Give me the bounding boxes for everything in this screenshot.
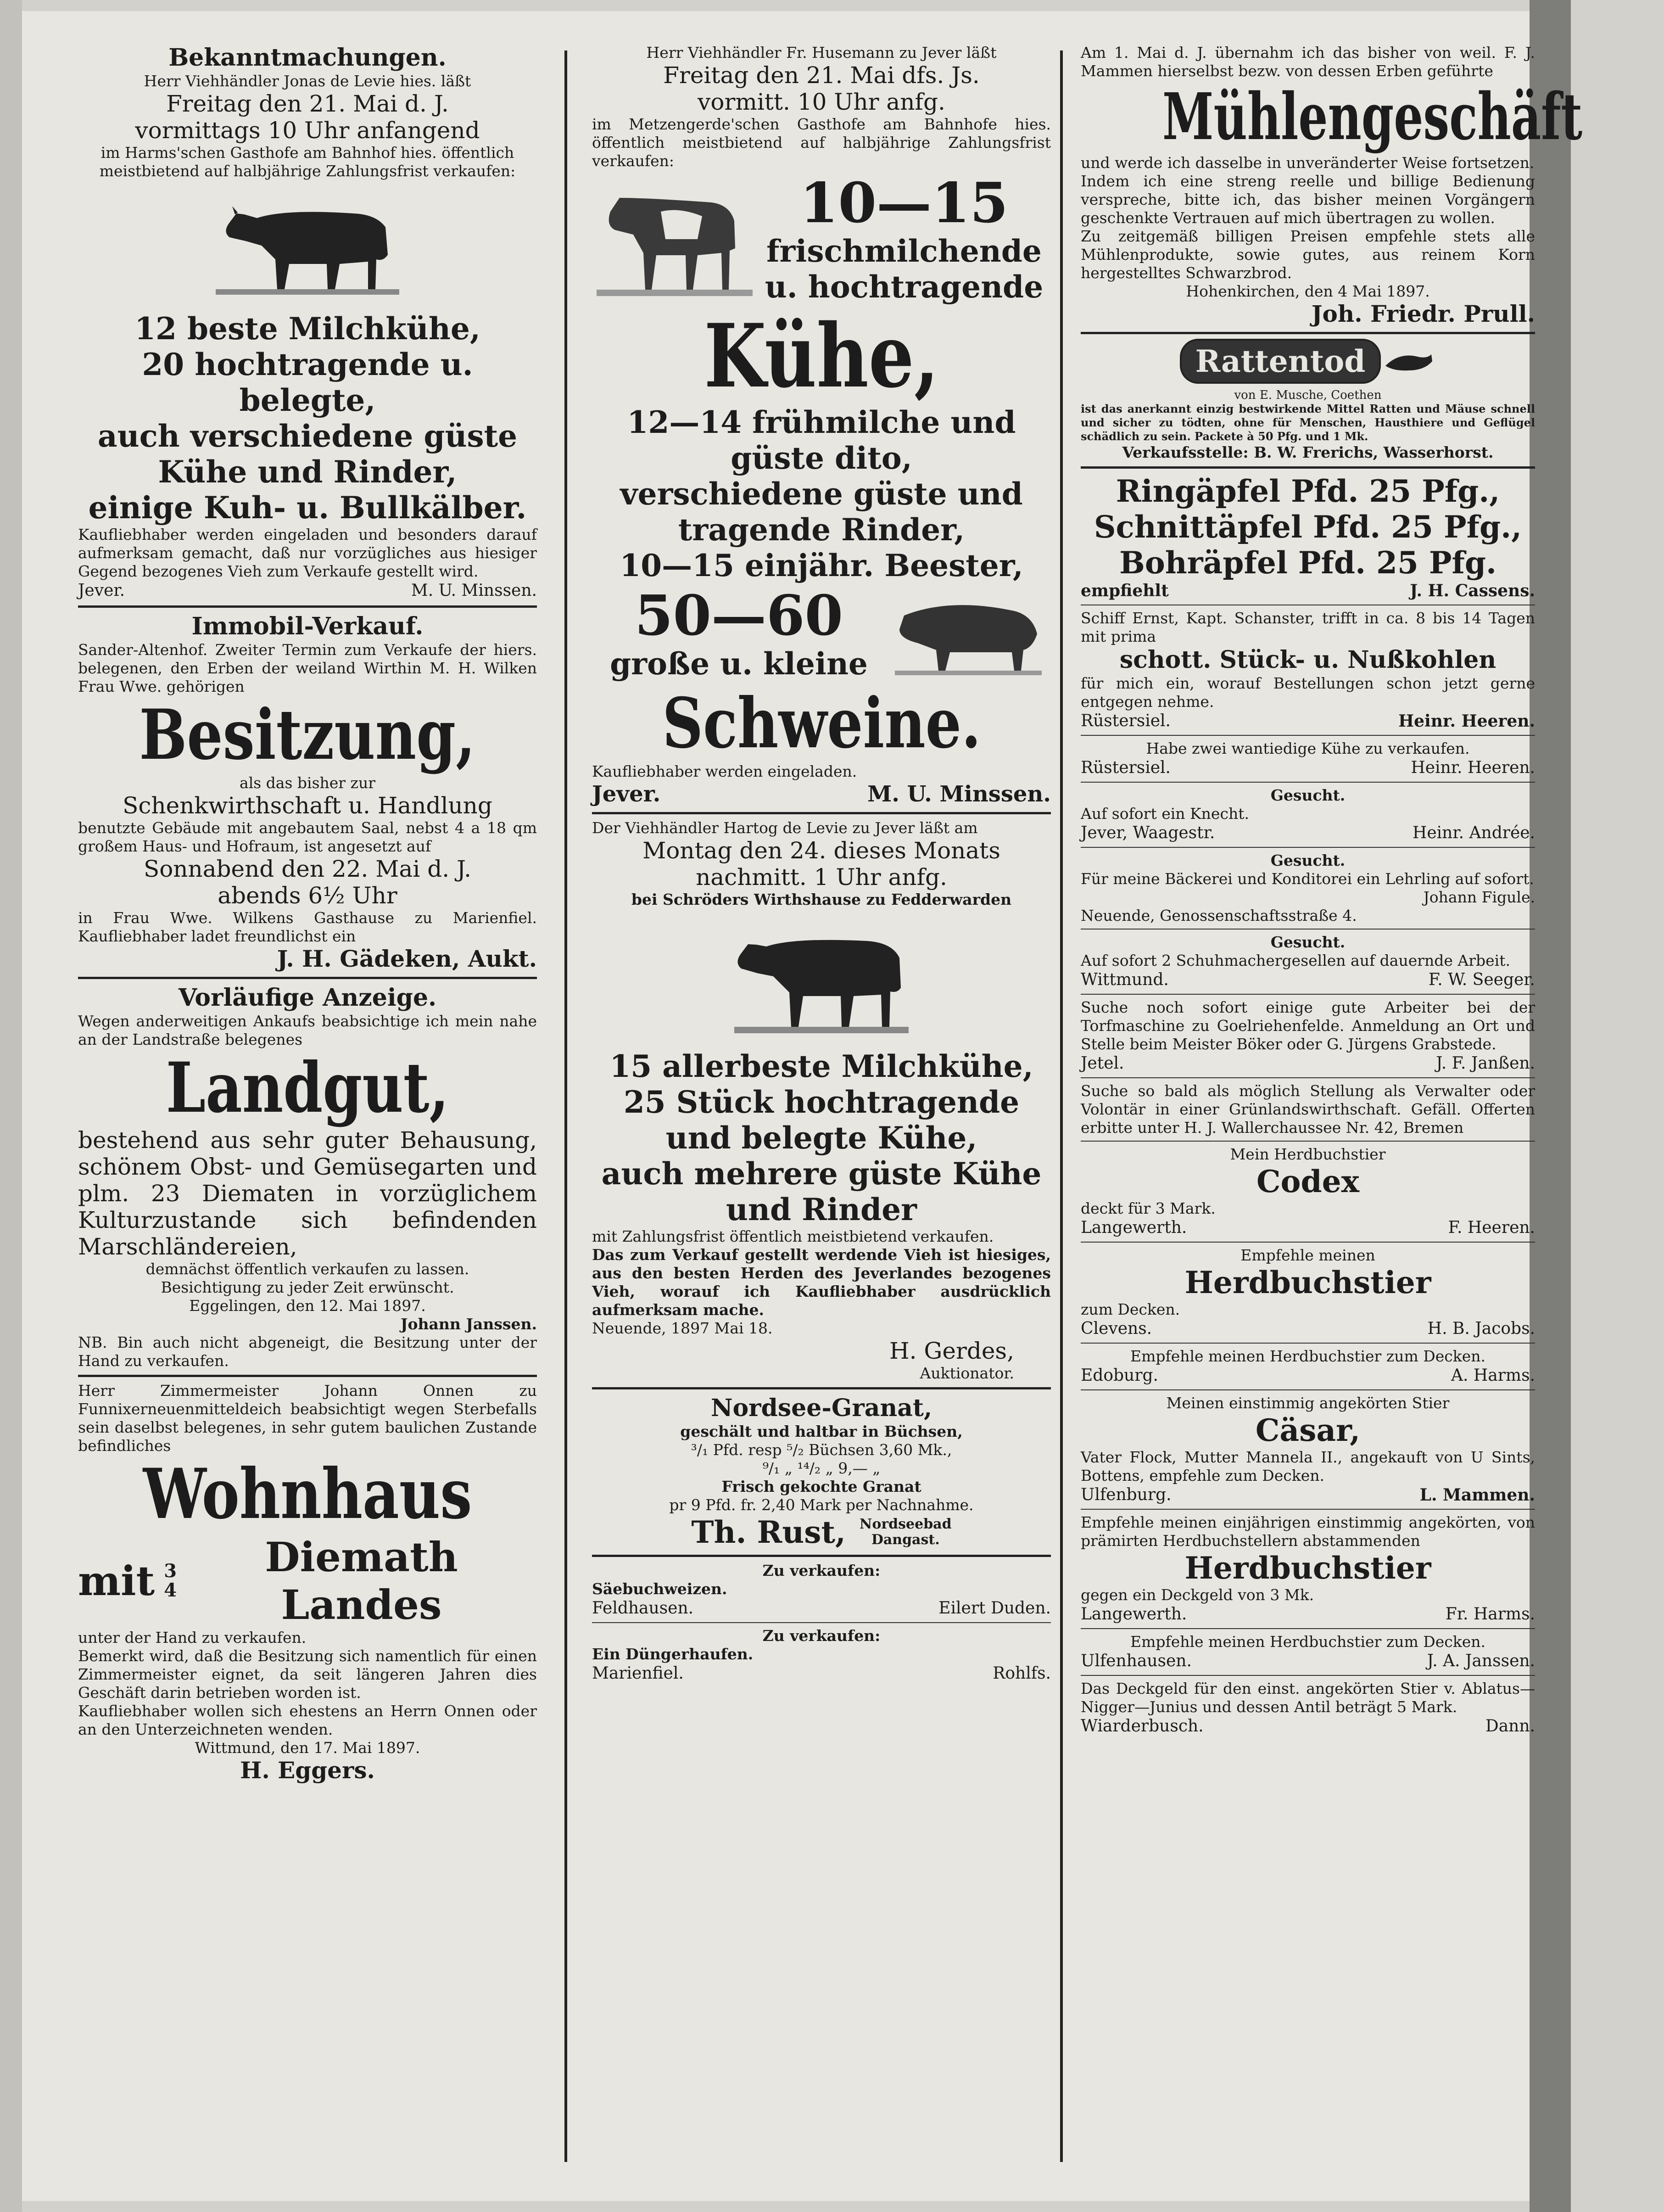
ad-separator [592,1555,1051,1557]
ad-headline: u. hochtragende [765,269,1044,305]
ad-heading: Zu verkaufen: [762,1562,881,1579]
ad-signer: L. Mammen. [1419,1485,1535,1505]
ad-headline: Besitzung, [139,694,476,775]
ad-place: Rüstersiel. [1081,758,1171,777]
ad-date: Hohenkirchen, den 4 Mai 1897. [1186,282,1430,300]
ad-rattentod [1081,339,1535,462]
ad-dried-apples [1081,473,1535,601]
ad-body: Kaufliebhaber wollen sich ehestens an Herrn Onnen oder an den Unterzeichneten wenden. [78,1702,537,1738]
ad-headline: große u. kleine [610,646,868,682]
ad-headline: 12 beste Milchkühe, [134,311,480,347]
ad-separator [1081,1343,1535,1344]
ad-text: Mein Herdbuchstier [1230,1145,1386,1163]
ad-text: Eggelingen, den 12. Mai 1897. [189,1297,426,1315]
ad-place: Rüstersiel. [1081,711,1171,730]
ad-separator [1081,1242,1535,1243]
ad-text: meistbietend auf halbjährige Zahlungsfrist verkaufen: [99,162,516,180]
ad-muehlengeschaeft [1081,44,1583,327]
ad-gesucht-lehrling [1081,851,1535,925]
ad-body: und werde ich dasselbe in unveränderter Weise fortsetzen. [1081,154,1535,172]
ad-headline: Mühlengeschäft [1162,79,1583,155]
ad-text: bei Schröders Wirthshause zu Fedderwarden [631,890,1012,908]
ad-separator [1081,1628,1535,1629]
ad-place: Wiarderbusch. [1081,1717,1204,1736]
ad-signer: Heinr. Heeren. [1398,711,1535,731]
ad-place: Feldhausen. [592,1599,694,1618]
ad-place: Ulfenhausen. [1081,1652,1192,1670]
ad-signer: H. Eggers. [240,1757,375,1784]
ad-separator [1081,332,1535,334]
ad-text: Besichtigung zu jeder Zeit erwünscht. [161,1278,454,1296]
ad-nordsee-granat [592,1394,1051,1550]
ad-headline: güste dito, [731,440,912,476]
ad-signer: Johann Figule. [1423,888,1535,906]
page-edge-shadow [1530,0,1571,2212]
ad-text: Meinen einstimmig angekörten Stier [1166,1394,1450,1412]
ad-body: NB. Bin auch nicht abgeneigt, die Besitzung unter der Hand zu verkaufen. [78,1333,537,1370]
ad-text: Empfehle meinen Herdbuchstier zum Decken. [1130,1633,1485,1651]
ad-text: ³/₁ Pfd. resp ⁵/₂ Büchsen 3,60 Mk., [691,1441,952,1459]
ad-separator [1081,847,1535,848]
ad-headline: frischmilchende [766,233,1042,269]
ad-headline: mit [78,1557,155,1605]
ad-heading: Immobil-Verkauf. [191,612,424,640]
ad-stier-codex [1081,1145,1535,1238]
ad-kohlen [1081,609,1535,731]
ad-text: Sonnabend den 22. Mai d. J. [143,856,472,882]
ad-text: als das bisher zur [240,774,375,792]
ad-separator [1081,929,1535,930]
ad-signer: M. U. Minssen. [867,781,1051,807]
ad-separator [592,1387,1051,1389]
ad-signer: J. A. Janssen. [1427,1652,1535,1670]
ad-signer: Joh. Friedr. Prull. [1311,300,1535,327]
ad-headline: Schweine. [662,683,981,764]
ad-body: Sander-Altenhof. Zweiter Termin zum Verkaufe der hiers. belegenen, den Erben der weiland Wirthin M. H. Wilken Frau Wwe. gehörigen [78,641,537,695]
ad-seller: Verkaufsstelle: B. W. Frerichs, Wasserhorst. [1122,443,1494,461]
ad-text: Wittmund, den 17. Mai 1897. [195,1739,420,1757]
ad-text: Freitag den 21. Mai dfs. Js. [663,62,980,89]
ad-subheadline [78,1533,537,1629]
cow-illustration [716,914,927,1043]
ad-text: deckt für 3 Mark. [1081,1199,1216,1217]
ad-place: Dangast. [871,1532,940,1548]
ad-body: Bemerkt wird, daß die Besitzung sich namentlich für einen Zimmermeister eignet, da seit längeren Jahren dies Geschäft darin betrieben worden ist. [78,1647,537,1702]
ad-body: Wegen anderweitigen Ankaufs beabsichtige ich mein nahe an der Landstraße belegenes [78,1012,537,1048]
ad-separator [78,977,537,979]
ad-heading: Gesucht. [1270,786,1346,804]
ad-body: Suche noch sofort einige gute Arbeiter bei der Torfmaschine zu Goelriehenfelde. Anmeldung an Ort und Stelle beim Meister Böker oder G. Jürgens Grabstede. [1081,998,1535,1053]
ad-place: Jetel. [1081,1054,1124,1073]
ad-signer: H. B. Jacobs. [1427,1319,1535,1338]
cow-illustration [202,186,413,305]
ad-headline: 10—15 einjähr. Beester, [620,548,1023,583]
ad-body: Auf sofort 2 Schuhmachergesellen auf dauernde Arbeit. [1081,952,1510,969]
ad-body: ist das anerkannt einzig bestwirkende Mittel Ratten und Mäuse schnell und sicher zu tödten, ohne für Menschen, Hausthiere und Geflügel schädlich zu sein. Packete à 50 Pfg. und 1 Mk. [1081,402,1535,443]
ad-body: Für meine Bäckerei und Konditorei ein Lehrling auf sofort. [1081,870,1534,888]
ad-headline: auch verschiedene güste [97,418,518,454]
ad-text: Empfehle meinen [1240,1246,1375,1264]
ad-body: in Frau Wwe. Wilkens Gasthause zu Marienfiel. Kaufliebhaber ladet freundlichst ein [78,909,537,945]
ad-text: unter der Hand zu verkaufen. [78,1629,307,1646]
rat-icon [1381,343,1436,380]
ad-headline: Landgut, [166,1047,449,1128]
column-rule [564,50,567,2162]
price-line: Schnittäpfel Pfd. 25 Pfg., [1094,509,1522,545]
ad-separator [1081,1141,1535,1142]
ad-cattle-auction-hartog [592,819,1051,1383]
ad-text: vormitt. 10 Uhr anfg. [698,89,945,115]
ad-body: Suche so bald als möglich Stellung als Verwalter oder Volontär in einer Grünlandswirthschaft. Gefäll. Offerten erbitte unter H. J. Wallerchaussee Nr. 42, Bremen [1081,1082,1535,1137]
ad-herdbuchstier-janssen [1081,1633,1535,1671]
ad-heading: Gesucht. [1270,933,1346,951]
ad-text: Empfehle meinen Herdbuchstier zum Decken. [1130,1347,1485,1365]
ad-separator [1081,782,1535,783]
ad-separator [78,605,537,608]
ad-place: Jever. [592,781,661,807]
ad-wohnhaus [78,1382,537,1784]
ad-gesucht-knecht [1081,786,1535,843]
ad-separator [1081,1509,1535,1510]
ad-herdbuchstier-fr-harms [1081,1513,1535,1624]
ad-body: Zu zeitgemäß billigen Preisen empfehle stets alle Mühlenprodukte, sowie gutes, aus reinem Korn hergestelltes Schwarzbrod. [1081,227,1535,282]
ad-signer: J. H. Cassens. [1410,581,1535,600]
ad-headline: Codex [1256,1164,1360,1199]
cow-illustration [592,170,757,308]
ad-text: geschält und haltbar in Büchsen, [680,1422,963,1440]
ad-headline: Herdbuchstier [1184,1550,1431,1586]
ad-separator [1081,1077,1535,1078]
column-2 [592,44,1051,2164]
ad-separator [1081,466,1535,469]
column-3 [1081,44,1583,2164]
ad-text: Schenkwirthschaft u. Handlung [123,792,492,819]
ad-text: Freitag den 21. Mai d. J. [166,90,449,117]
ad-signer: A. Harms. [1451,1366,1535,1385]
ad-headline: und Rinder [726,1192,917,1227]
ad-headline: Kühe und Rinder, [158,454,457,490]
ad-signer: Dann. [1485,1717,1535,1736]
ad-separator [592,1622,1051,1623]
ad-place: Clevens. [1081,1319,1152,1338]
ad-headline: Cäsar, [1255,1412,1361,1448]
ad-signer: Eilert Duden. [938,1599,1051,1618]
ad-text: vormittags 10 Uhr anfangend [135,117,480,144]
ad-body: für mich ein, worauf Bestellungen schon jetzt gerne entgegen nehme. [1081,674,1535,711]
ad-body: Kaufliebhaber werden eingeladen. [592,762,857,780]
ad-text: ⁹/₁ „ ¹⁴/₂ „ 9,— „ [762,1459,881,1477]
ad-text: nachmitt. 1 Uhr anfg. [696,864,947,890]
ad-headline: 15 allerbeste Milchkühe, [609,1048,1033,1084]
ad-text: Säebuchweizen. [592,1580,727,1598]
price-line: Ringäpfel Pfd. 25 Pfg., [1116,473,1500,509]
ad-headline: Kühe, [704,305,939,407]
column-1 [78,44,537,2164]
ad-text: pr 9 Pfd. fr. 2,40 Mark per Nachnahme. [669,1496,974,1514]
ad-place: Edoburg. [1081,1366,1158,1385]
column-rule [1060,50,1063,2162]
ad-body: Auf sofort ein Knecht. [1081,805,1249,823]
fraction-denominator: 4 [164,1579,177,1601]
ad-signer: F. Heeren. [1448,1218,1535,1237]
ad-body: im Metzengerde'schen Gasthofe am Bahnhofe hies. öffentlich meistbietend auf halbjährige Zahlungsfrist verkaufen: [592,115,1051,170]
ad-landgut [78,984,537,1370]
ad-headline: Herdbuchstier [1184,1265,1431,1300]
ad-kuehe-verkaufen [1081,739,1535,778]
ad-place: Wittmund. [1081,970,1169,989]
ad-heading: Nordsee-Granat, [710,1394,933,1422]
ad-separator [592,812,1051,814]
ad-body: bestehend aus sehr guter Behausung, schönem Obst- und Gemüsegarten und plm. 23 Diematen in vorzüglichem Kulturzustande sich befindenden Marschländereien, [78,1127,537,1260]
ad-signer: Rohlfs. [993,1664,1051,1683]
ad-signer: Th. Rust, [691,1514,846,1550]
ad-body: Kaufliebhaber werden eingeladen und besonders darauf aufmerksam gemacht, daß nur vorzügliches aus hiesiger Gegend bezogenes Vieh zum Verkaufe gestellt wird. [78,526,537,580]
ad-headline: Diemath Landes [265,1533,458,1629]
ad-place: Jever. [78,581,125,600]
ad-zu-verkaufen-1 [592,1562,1051,1618]
ad-headline: 25 Stück hochtragende [623,1084,1020,1120]
logo-subtitle: von E. Musche, Coethen [1234,388,1382,402]
ad-headline: auch mehrere güste Kühe [601,1156,1042,1192]
pig-illustration [886,583,1051,684]
ad-text: zum Decken. [1081,1300,1180,1318]
ad-stellung-verwalter [1081,1082,1535,1137]
ad-headline: verschiedene güste und [620,476,1023,512]
ad-headline: einige Kuh- u. Bullkälber. [88,490,527,526]
ad-immobil-verkauf [78,612,537,972]
ad-cattle-auction-de-levie [78,44,537,601]
ad-place: Langewerth. [1081,1605,1187,1624]
ad-gesucht-schuhmacher [1081,933,1535,990]
ad-date: Neuende, 1897 Mai 18. [592,1319,773,1337]
ad-text: Herr Viehhändler Fr. Husemann zu Jever läßt [646,44,997,62]
ad-headline: 12—14 frühmilche und [627,404,1016,440]
ad-body: Das zum Verkauf gestellt werdende Vieh ist hiesiges, aus den besten Herden des Jeverlandes bezogenes Vieh, worauf ich Kaufliebhaber ausdrücklich aufmerksam mache. [592,1246,1051,1319]
ad-body: mit Zahlungsfrist öffentlich meistbietend verkaufen. [592,1227,994,1245]
ad-headline: tragende Rinder, [678,512,965,548]
ad-text: Montag den 24. dieses Monats [642,837,1000,864]
ad-heading: Zu verkaufen: [762,1627,881,1645]
ad-signer: M. U. Minssen. [411,581,537,600]
ad-body: Herr Zimmermeister Johann Onnen zu Funnixerneuenmitteldeich beabsichtigt wegen Sterbefalls sein daselbst belegenes, in sehr gutem baulichen Zustande befindliches [78,1382,537,1455]
fraction-numerator: 3 [164,1560,177,1582]
ad-place: Neuende, Genossenschaftsstraße 4. [1081,907,1357,924]
ad-place: Jever, Waagestr. [1081,823,1215,842]
ad-herdbuchstier-harms [1081,1347,1535,1386]
ad-role: Auktionator. [920,1364,1014,1382]
rattentod-logo [1081,339,1535,384]
ad-cattle-auction-husemann [592,44,1051,807]
ad-place: Ulfenburg. [1081,1485,1172,1504]
logo-text: Rattentod [1195,343,1366,379]
ad-signer: Heinr. Andrée. [1412,823,1535,842]
ad-torf-arbeiter [1081,998,1535,1074]
ad-text: abends 6½ Uhr [218,882,397,909]
ad-body: Habe zwei wantiedige Kühe zu verkaufen. [1146,739,1470,757]
ad-separator [78,1375,537,1377]
ad-separator [1081,1389,1535,1390]
ad-signer: Johann Janssen. [400,1315,537,1333]
ad-number: 10—15 [800,171,1008,235]
ad-signer: Heinr. Heeren. [1411,758,1535,777]
ad-signer: J. H. Gädeken, Aukt. [277,945,537,972]
ad-separator [1081,1675,1535,1676]
ad-text: demnächst öffentlich verkaufen zu lassen. [145,1260,469,1278]
ad-text: empfiehlt [1081,581,1169,600]
ad-body: benutzte Gebäude mit angebautem Saal, nebst 4 a 18 qm großem Haus- und Hofraum, ist angesetzt auf [78,819,537,855]
ad-text: Herr Viehhändler Jonas de Levie hies. läßt [144,72,471,90]
ad-heading: Bekanntmachungen. [168,44,447,72]
ad-body: Das Deckgeld für den einst. angekörten Stier v. Ablatus—Nigger—Junius und dessen Antil beträgt 5 Mark. [1081,1680,1535,1716]
ad-body: Indem ich eine streng reelle und billige Bedienung verspreche, bitte ich, das bisher meinen Vorgängern geschenkte Vertrauen auf mich übertragen zu wollen. [1081,172,1535,227]
ad-separator [1081,735,1535,736]
ad-text: gegen ein Deckgeld von 3 Mk. [1081,1586,1314,1604]
ad-deckgeld [1081,1680,1535,1736]
ad-text: Ein Düngerhaufen. [592,1645,754,1663]
ad-signer: Fr. Harms. [1445,1605,1535,1624]
page-gutter [0,0,22,2212]
ad-text: im Harms'schen Gasthofe am Bahnhof hies. öffentlich [101,144,514,162]
ad-body: Vater Flock, Mutter Mannela II., angekauft von U Sints, Bottens, empfehle zum Decken. [1081,1448,1535,1484]
ad-place: Marienfiel. [592,1664,684,1683]
ad-headline: und belegte Kühe, [665,1120,977,1156]
ad-body: Schiff Ernst, Kapt. Schanster, trifft in ca. 8 bis 14 Tagen mit prima [1081,609,1535,645]
ad-text: Frisch gekochte Granat [721,1478,921,1495]
ad-place: Nordseebad [859,1516,952,1532]
ad-heading: Gesucht. [1270,851,1346,869]
ad-signer: H. Gerdes, [889,1338,1014,1364]
ad-headline: schott. Stück- u. Nußkohlen [1119,646,1496,674]
ad-body: Am 1. Mai d. J. übernahm ich das bisher von weil. F. J. Mammen hierselbst bezw. von dessen Erben geführte [1081,44,1535,80]
ad-stier-caesar [1081,1394,1535,1505]
ad-place: Langewerth. [1081,1218,1187,1237]
ad-headline: 20 hochtragende u. belegte, [142,347,473,418]
ad-zu-verkaufen-2 [592,1627,1051,1684]
ad-body: Empfehle meinen einjährigen einstimmig angekörten, von prämirten Herdbuchstellern abstammenden [1081,1513,1535,1550]
ad-herdbuchstier-jacobs [1081,1246,1535,1339]
ad-headline: Wohnhaus [143,1454,472,1534]
price-line: Bohräpfel Pfd. 25 Pfg. [1119,545,1496,581]
ad-separator [1081,994,1535,995]
ad-signer: F. W. Seeger. [1428,970,1535,989]
ad-number: 50—60 [635,583,843,648]
ad-heading: Vorläufige Anzeige. [178,984,437,1012]
ad-body: Der Viehhändler Hartog de Levie zu Jever läßt am [592,819,978,837]
ad-signer: J. F. Janßen. [1436,1054,1535,1073]
